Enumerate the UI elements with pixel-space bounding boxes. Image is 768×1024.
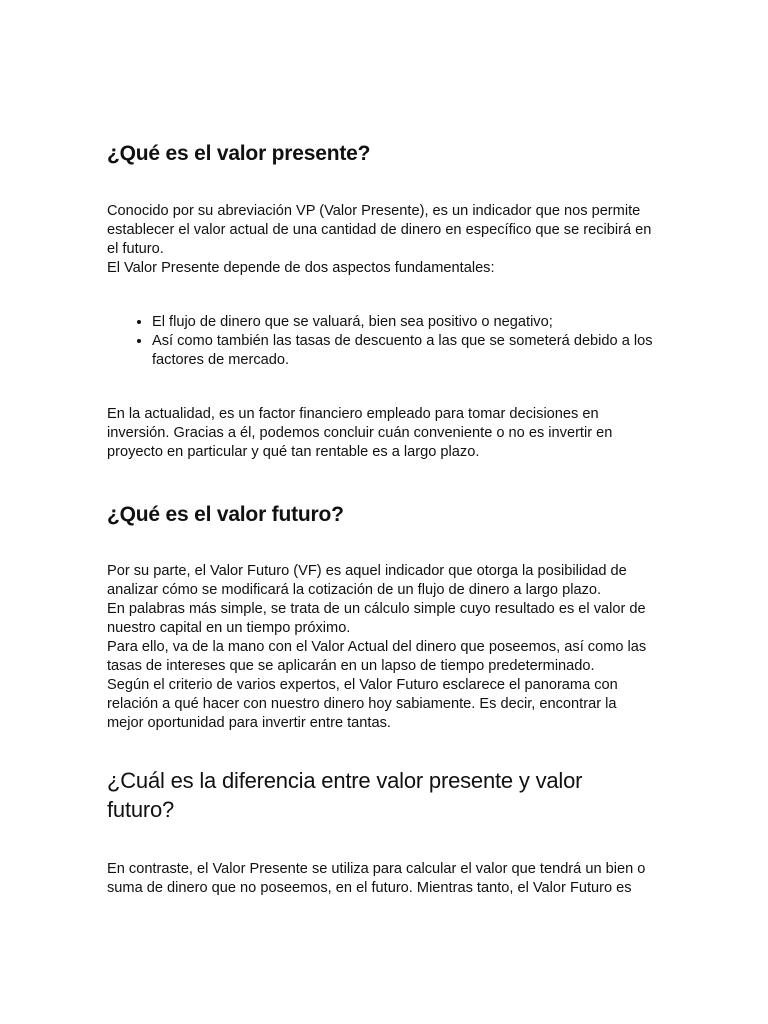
paragraph-vf-definition: Por su parte, el Valor Futuro (VF) es aquel indicador que otorga la posibilidad de analizar cómo se modificará la cotización de un flujo de dinero a largo plazo. (107, 563, 627, 598)
paragraph-vf-valor-actual: Para ello, va de la mano con el Valor Actual del dinero que poseemos, así como las tasas de intereses que se aplicarán en un lapso de tiempo predeterminado. (107, 639, 647, 674)
paragraph-vp-actualidad: En la actualidad, es un factor financiero empleado para tomar decisiones en inversión. Gracias a él, podemos concluir cuán conveniente o no es invertir en proyecto en particular y qué tan rentable es a largo plazo. (107, 406, 613, 460)
list-item: • Así como también las tasas de descuento a las que se someterá debido a los factores de mercado. (152, 332, 697, 370)
list-vp-aspects (107, 313, 697, 370)
paragraph-vp-aspects: El Valor Presente depende de dos aspectos fundamentales: (107, 260, 495, 276)
paragraph-vf-expertos: Según el criterio de varios expertos, el Valor Futuro esclarece el panorama con relación a qué hacer con nuestro dinero hoy sabiamente. Es decir, encontrar la mejor oportunidad para invertir entre tantas. (107, 677, 618, 731)
heading-valor-presente: ¿Qué es el valor presente? (107, 142, 371, 165)
paragraph-contraste: En contraste, el Valor Presente se utiliza para calcular el valor que tendrá un bien o suma de dinero que no poseemos, en el futuro. Mientras tanto, el Valor Futuro es (107, 861, 646, 896)
section-valor-presente-intro (107, 202, 652, 278)
section-valor-futuro (107, 562, 652, 733)
heading-diferencia: ¿Cuál es la diferencia entre valor presente y valor futuro? (107, 768, 583, 822)
section-diferencia (107, 860, 652, 898)
section-valor-presente-conclusion (107, 405, 652, 462)
heading-valor-futuro: ¿Qué es el valor futuro? (107, 503, 344, 526)
paragraph-vf-simple: En palabras más simple, se trata de un cálculo simple cuyo resultado es el valor de nuestro capital en un tiempo próximo. (107, 601, 646, 636)
list-item: • El flujo de dinero que se valuará, bien sea positivo o negativo; (152, 313, 697, 332)
paragraph-vp-definition: Conocido por su abreviación VP (Valor Presente), es un indicador que nos permite establecer el valor actual de una cantidad de dinero en específico que se recibirá en el futuro. (107, 203, 652, 257)
